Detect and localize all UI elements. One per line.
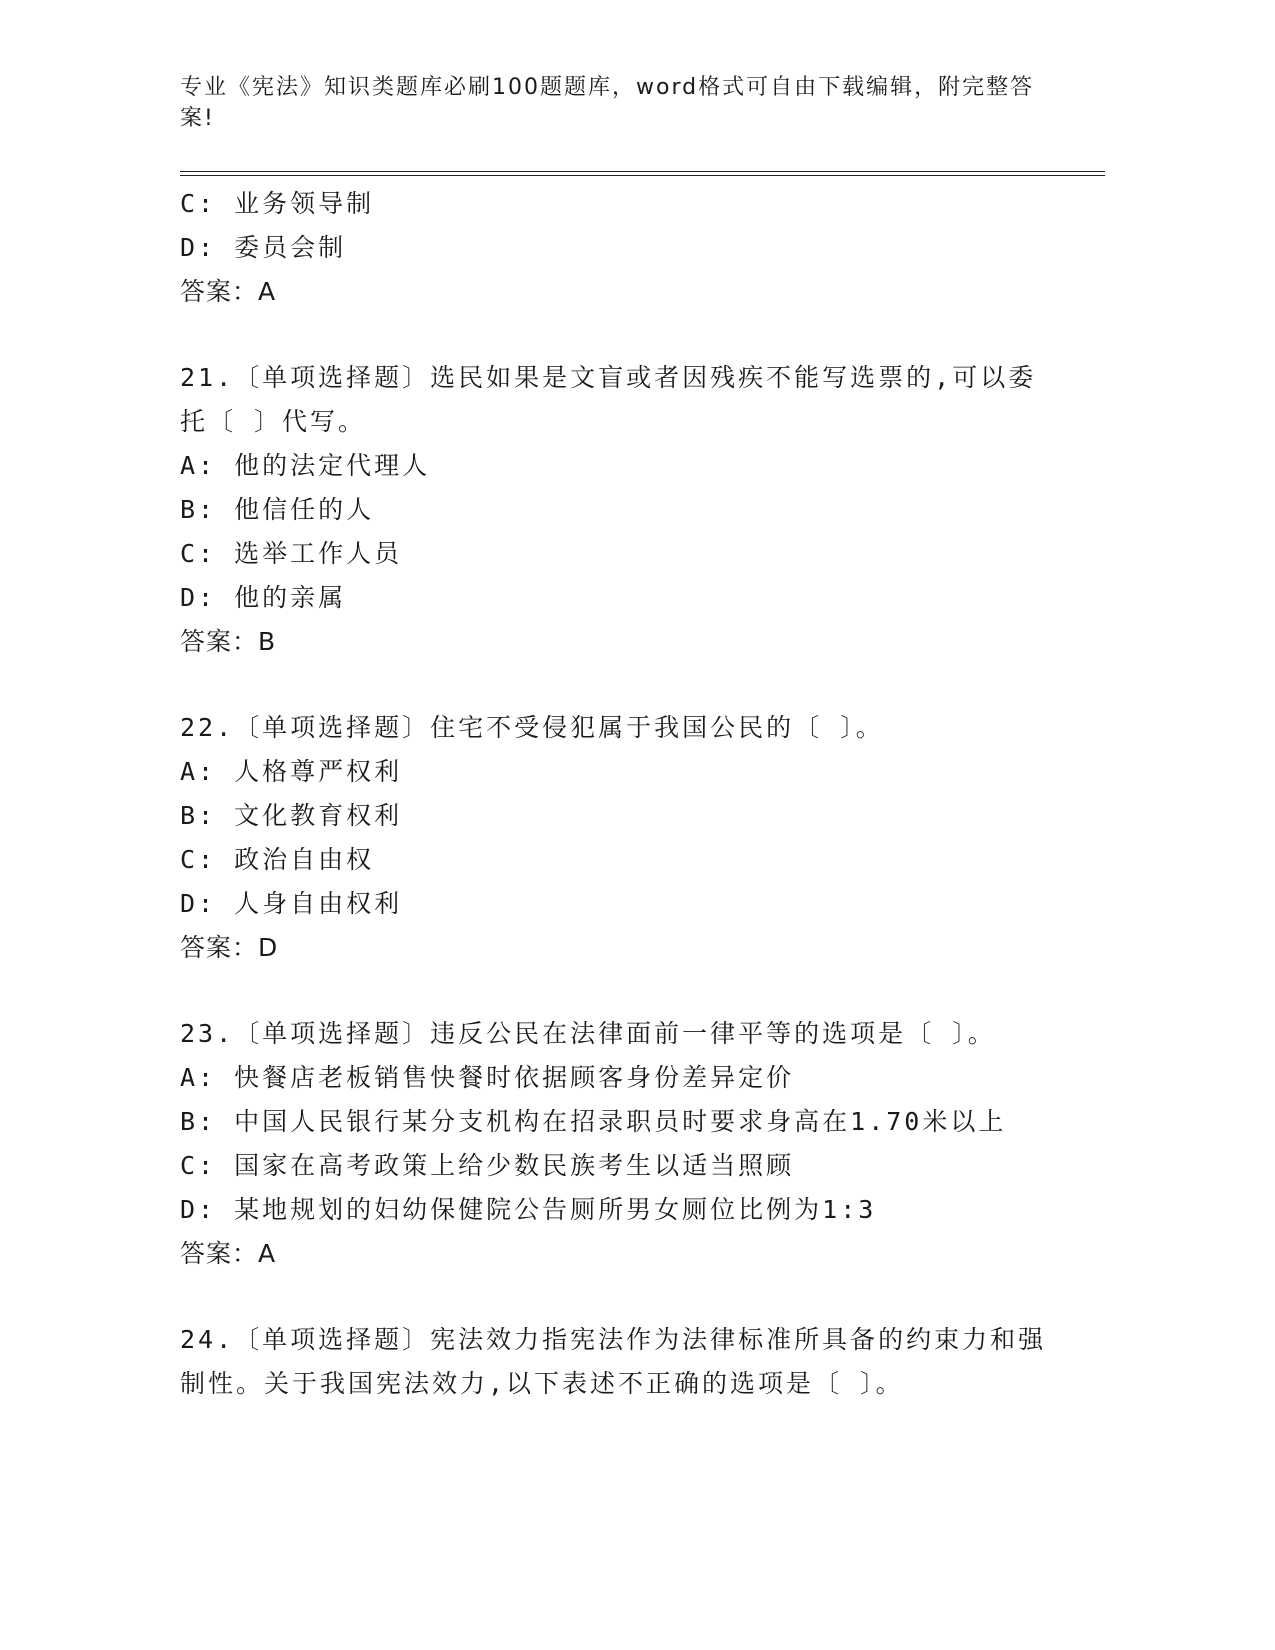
answer-text: 答案：A	[180, 277, 277, 306]
header-title-line-2: 案!	[180, 106, 215, 131]
question-stem: 24.〔单项选择题〕宪法效力指宪法作为法律标准所具备的约束力和强	[180, 1325, 1047, 1354]
answer-text: 答案：A	[180, 1239, 277, 1268]
document-header	[180, 72, 1040, 134]
question-22	[180, 706, 1060, 970]
answer-text: 答案：B	[180, 627, 277, 656]
option-b: B: 他信任的人	[180, 495, 375, 524]
option-c: C: 业务领导制	[180, 189, 375, 218]
question-content	[180, 182, 1060, 1406]
question-23	[180, 1012, 1060, 1276]
header-double-rule	[180, 171, 1105, 176]
question-gap	[180, 314, 1060, 356]
question-stem: 23.〔单项选择题〕违反公民在法律面前一律平等的选项是〔 〕。	[180, 1019, 996, 1048]
question-gap	[180, 970, 1060, 1012]
question-stem-continued: 托〔 〕代写。	[180, 407, 367, 436]
question-21	[180, 356, 1060, 664]
option-c: C: 政治自由权	[180, 845, 375, 874]
answer-text: 答案：D	[180, 933, 279, 962]
option-a: A: 快餐店老板销售快餐时依据顾客身份差异定价	[180, 1063, 795, 1092]
question-gap	[180, 1276, 1060, 1318]
option-b: B: 中国人民银行某分支机构在招录职员时要求身高在1.70米以上	[180, 1107, 1007, 1136]
option-c: C: 选举工作人员	[180, 539, 403, 568]
option-a: A: 他的法定代理人	[180, 451, 431, 480]
header-title-line-1: 专业《宪法》知识类题库必刷100题题库，word格式可自由下载编辑，附完整答	[180, 75, 1035, 100]
question-stem-continued: 制性。关于我国宪法效力,以下表述不正确的选项是〔 〕。	[180, 1369, 904, 1398]
option-b: B: 文化教育权利	[180, 801, 403, 830]
question-24	[180, 1318, 1060, 1406]
option-d: D: 某地规划的妇幼保健院公告厕所男女厕位比例为1:3	[180, 1195, 877, 1224]
option-a: A: 人格尊严权利	[180, 757, 403, 786]
option-d: D: 他的亲属	[180, 583, 347, 612]
question-gap	[180, 664, 1060, 706]
question-stem: 22.〔单项选择题〕住宅不受侵犯属于我国公民的〔 〕。	[180, 713, 884, 742]
option-d: D: 委员会制	[180, 233, 347, 262]
question-stem: 21.〔单项选择题〕选民如果是文盲或者因残疾不能写选票的,可以委	[180, 363, 1037, 392]
option-d: D: 人身自由权利	[180, 889, 403, 918]
option-c: C: 国家在高考政策上给少数民族考生以适当照顾	[180, 1151, 795, 1180]
